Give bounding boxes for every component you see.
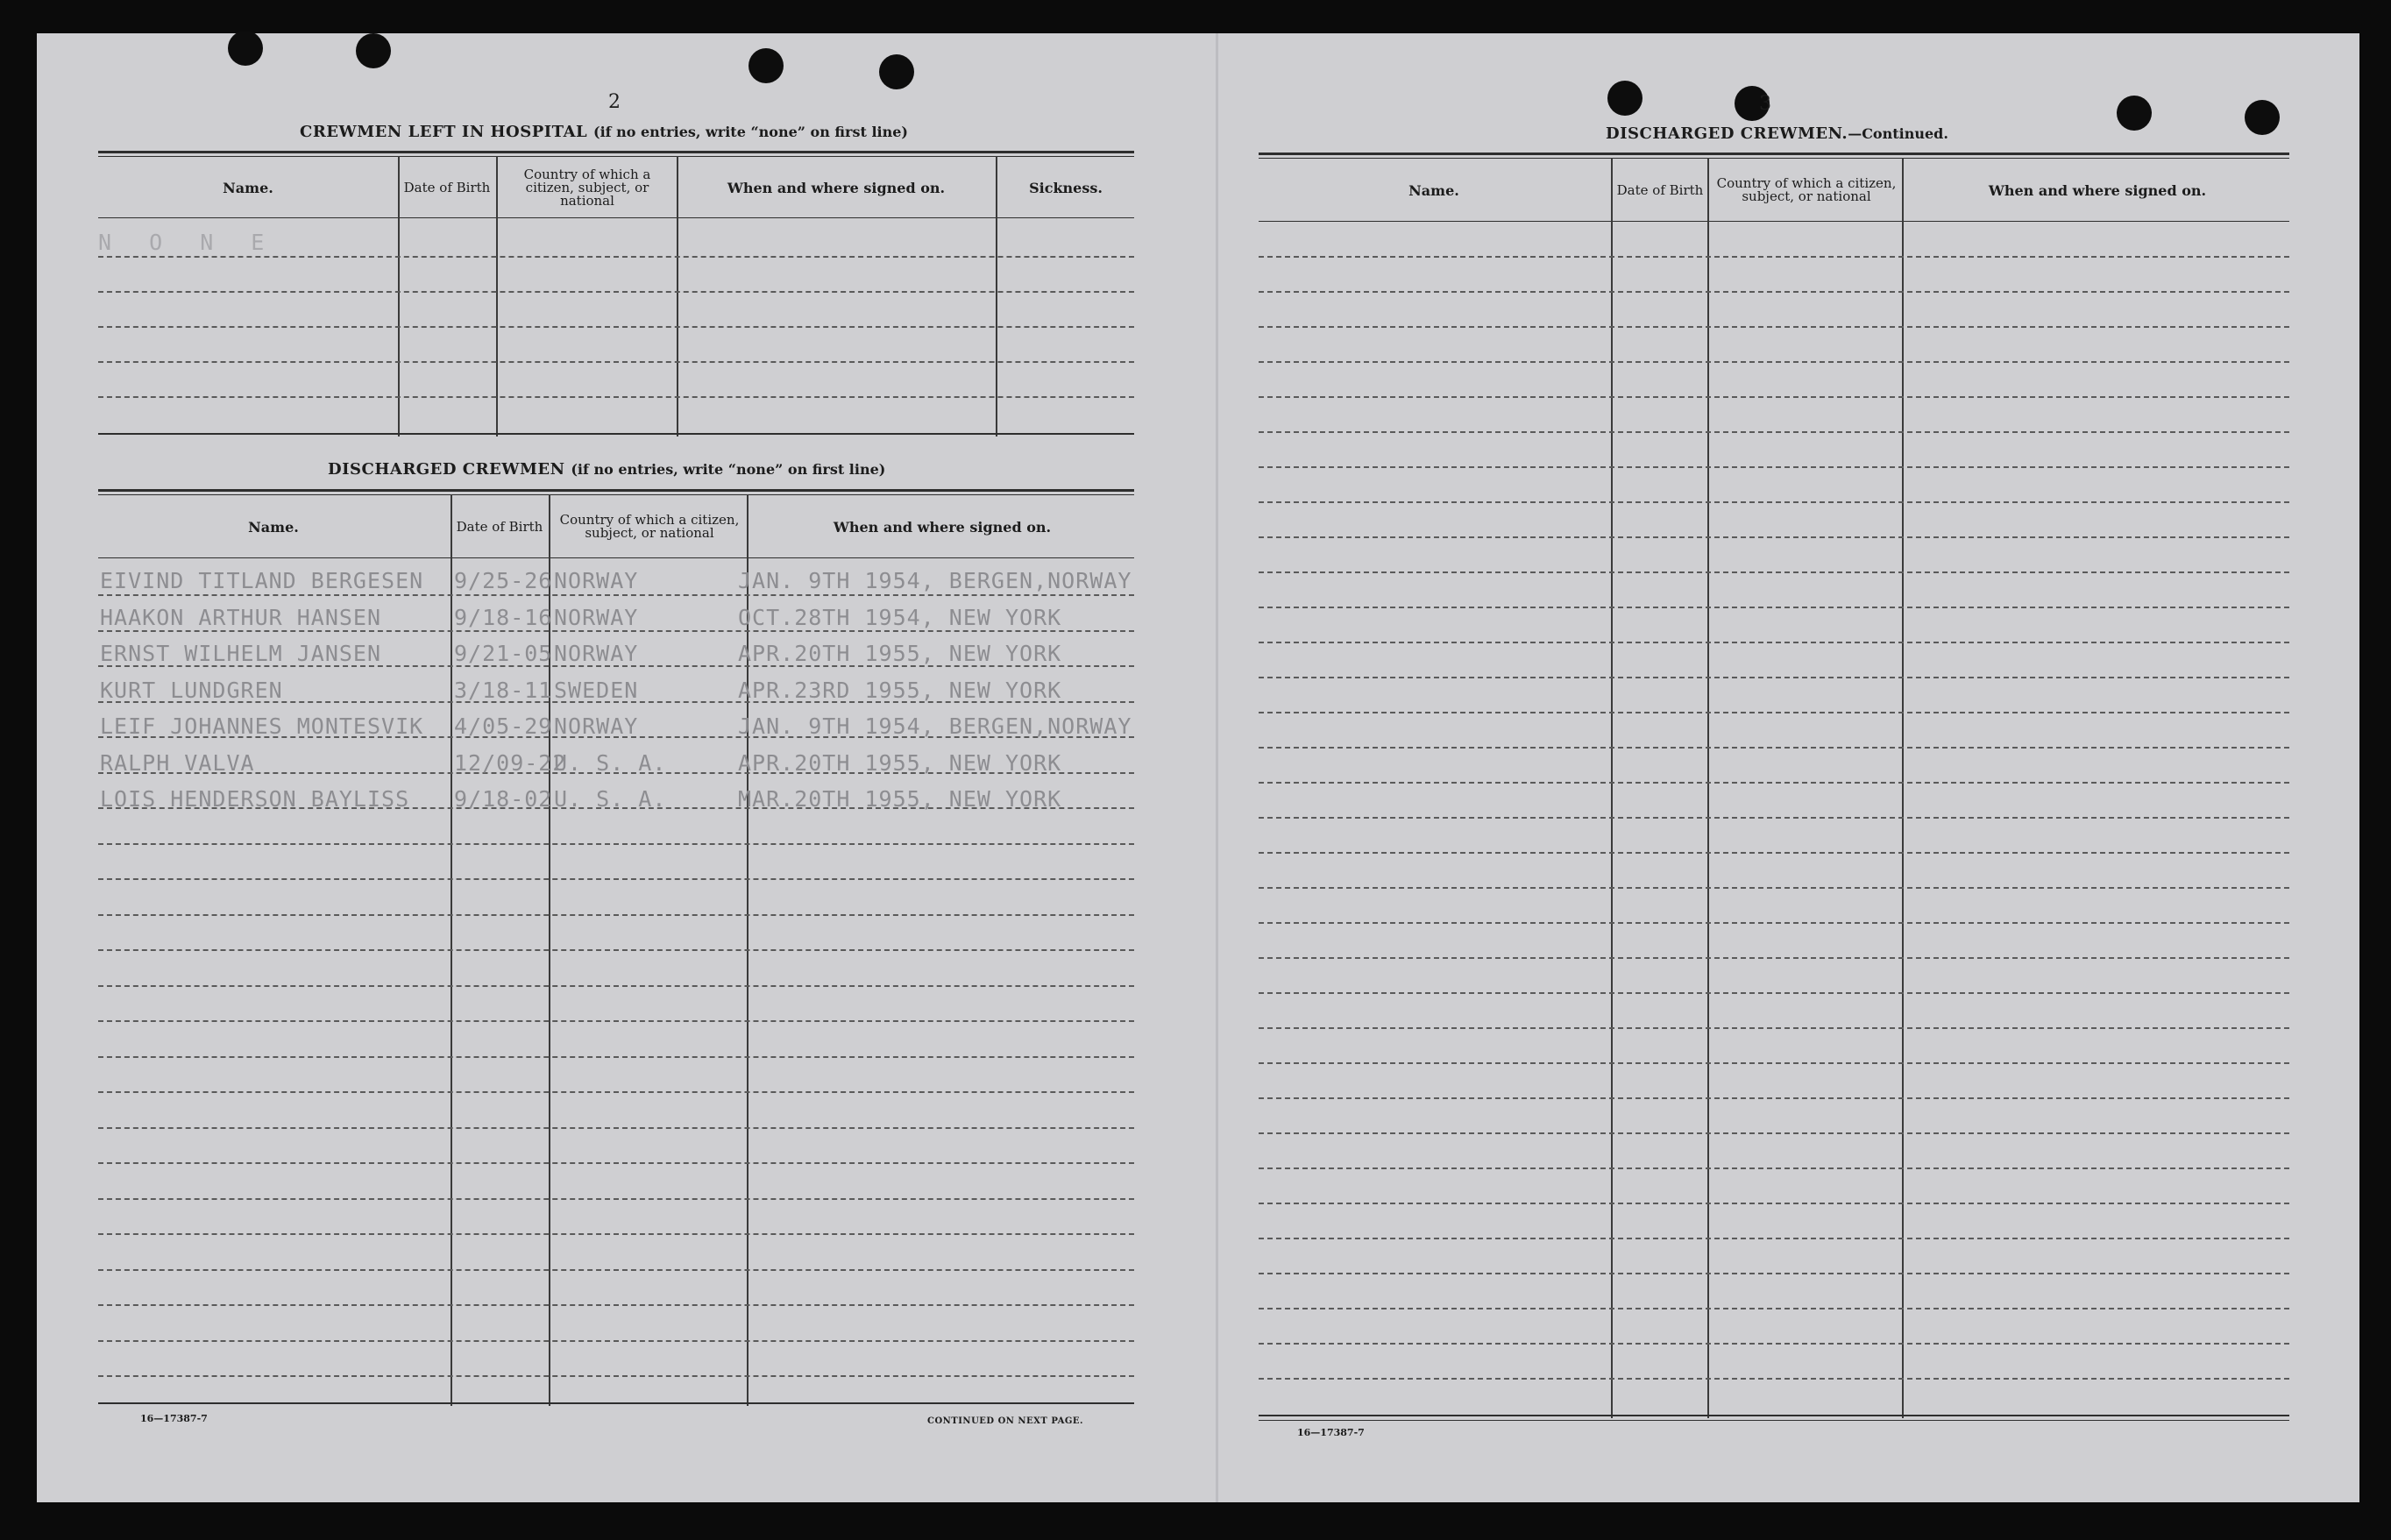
column-divider — [1902, 158, 1904, 1418]
column-header-name: Name. — [1408, 181, 1459, 199]
punch-hole — [228, 31, 263, 66]
crew-signed-on: JAN. 9TH 1954, BERGEN,NORWAY — [738, 713, 1132, 739]
entry-line — [98, 1020, 1134, 1022]
crew-signed-on: APR.20TH 1955, NEW YORK — [738, 641, 1062, 666]
crew-name: HAAKON ARTHUR HANSEN — [100, 604, 382, 630]
entry-line — [1259, 677, 2289, 678]
entry-line — [1259, 607, 2289, 608]
entry-line — [1259, 1062, 2289, 1064]
punch-hole — [879, 54, 914, 89]
rule — [98, 1402, 1134, 1404]
entry-line — [98, 256, 1134, 258]
form-code: 16—17387-7 — [1297, 1427, 1365, 1438]
crew-date-of-birth: 9/18-16 — [454, 604, 553, 630]
entry-line — [1259, 922, 2289, 924]
column-header-date-of-birth: Date of Birth — [1616, 181, 1704, 198]
column-header-name: Name. — [223, 179, 273, 196]
form-code: 16—17387-7 — [140, 1413, 208, 1424]
crew-name: EIVIND TITLAND BERGESEN — [100, 568, 424, 593]
punch-hole — [1607, 81, 1642, 116]
column-header-sickness: Sickness. — [1029, 179, 1103, 196]
rule — [1259, 221, 2289, 222]
entry-line — [1259, 1238, 2289, 1239]
hospital-section-title: CREWMEN LEFT IN HOSPITAL (if no entries, write “none” on first line) — [300, 123, 908, 141]
entry-line — [1259, 466, 2289, 468]
entry-line — [1259, 817, 2289, 819]
crew-date-of-birth: 3/18-11 — [454, 677, 553, 703]
discharged-section-title: DISCHARGED CREWMEN (if no entries, write “none” on first line) — [328, 460, 886, 479]
entry-line — [1259, 1343, 2289, 1345]
punch-hole — [2117, 96, 2152, 131]
column-header-date-of-birth: Date of Birth — [456, 518, 543, 535]
rule — [1259, 158, 2289, 159]
entry-line — [1259, 431, 2289, 433]
rule — [98, 489, 1134, 492]
entry-line — [98, 949, 1134, 951]
crew-signed-on: MAR.20TH 1955, NEW YORK — [738, 786, 1062, 812]
entry-line — [98, 914, 1134, 916]
entry-line — [98, 1233, 1134, 1235]
entry-line — [98, 396, 1134, 398]
column-header-country: Country of which a citizen, subject, or national — [523, 166, 651, 209]
column-header-signed-on: When and where signed on. — [833, 518, 1052, 536]
page-number: 3 — [1759, 93, 1771, 115]
entry-line — [98, 291, 1134, 293]
entry-line — [98, 630, 1134, 632]
column-header-country: Country of which a citizen, subject, or national — [559, 512, 740, 541]
document-sheet — [37, 33, 2359, 1502]
entry-line — [98, 326, 1134, 328]
entry-line — [1259, 396, 2289, 398]
crew-date-of-birth: 9/21-05 — [454, 641, 553, 666]
punch-hole — [2245, 100, 2280, 135]
entry-line — [1259, 1378, 2289, 1380]
rule — [98, 433, 1134, 435]
crew-country: U. S. A. — [554, 786, 667, 812]
column-divider — [398, 156, 400, 436]
column-header-signed-on: When and where signed on. — [727, 179, 946, 196]
entry-line — [1259, 501, 2289, 503]
entry-line — [1259, 536, 2289, 538]
crew-country: NORWAY — [554, 604, 639, 630]
punch-hole — [356, 33, 391, 68]
crew-country: U. S. A. — [554, 749, 667, 776]
page-number: 2 — [608, 91, 621, 113]
column-header-name: Name. — [248, 518, 299, 536]
right-section-title: DISCHARGED CREWMEN.—Continued. — [1606, 124, 1948, 143]
crew-country: NORWAY — [554, 568, 639, 593]
crew-name: LEIF JOHANNES MONTESVIK — [100, 713, 424, 739]
crew-name: KURT LUNDGREN — [100, 677, 283, 703]
hospital-entry-none: N O N E — [98, 230, 277, 255]
rule — [1259, 1420, 2289, 1421]
entry-line — [1259, 361, 2289, 363]
entry-line — [1259, 642, 2289, 643]
entry-line — [98, 1091, 1134, 1093]
entry-line — [1259, 1027, 2289, 1029]
column-divider — [677, 156, 678, 436]
crew-name: ERNST WILHELM JANSEN — [100, 641, 382, 666]
entry-line — [1259, 256, 2289, 258]
entry-line — [98, 985, 1134, 987]
crew-country: NORWAY — [554, 713, 639, 739]
crew-date-of-birth: 12/09-22 — [454, 749, 567, 776]
entry-line — [98, 594, 1134, 596]
entry-line — [98, 1304, 1134, 1306]
crew-signed-on: APR.23RD 1955, NEW YORK — [738, 677, 1062, 703]
entry-line — [98, 1340, 1134, 1342]
entry-line — [1259, 1132, 2289, 1134]
entry-line — [1259, 957, 2289, 959]
crew-date-of-birth: 4/05-29 — [454, 713, 553, 739]
entry-line — [1259, 1203, 2289, 1204]
entry-line — [1259, 852, 2289, 854]
entry-line — [1259, 1097, 2289, 1099]
rule — [98, 217, 1134, 218]
rule — [98, 156, 1134, 157]
column-header-date-of-birth: Date of Birth — [403, 179, 491, 195]
column-divider — [996, 156, 997, 436]
entry-line — [98, 1198, 1134, 1200]
entry-line — [1259, 1308, 2289, 1309]
crew-signed-on: OCT.28TH 1954, NEW YORK — [738, 604, 1062, 630]
rule — [1259, 1415, 2289, 1416]
entry-line — [1259, 747, 2289, 749]
column-divider — [496, 156, 498, 436]
crew-name: RALPH VALVA — [100, 749, 255, 776]
column-header-country: Country of which a citizen, subject, or national — [1716, 175, 1897, 204]
entry-line — [98, 1127, 1134, 1129]
center-fold — [1216, 33, 1218, 1502]
entry-line — [98, 878, 1134, 880]
crew-signed-on: APR.20TH 1955, NEW YORK — [738, 749, 1062, 776]
entry-line — [98, 843, 1134, 845]
punch-hole — [749, 48, 784, 83]
column-divider — [1707, 158, 1709, 1418]
entry-line — [1259, 326, 2289, 328]
crew-signed-on: JAN. 9TH 1954, BERGEN,NORWAY — [738, 568, 1132, 593]
rule — [98, 494, 1134, 495]
crew-country: SWEDEN — [554, 677, 639, 703]
entry-line — [1259, 992, 2289, 994]
crew-date-of-birth: 9/18-02 — [454, 786, 553, 812]
entry-line — [98, 1162, 1134, 1164]
entry-line — [1259, 1273, 2289, 1274]
entry-line — [1259, 1167, 2289, 1169]
entry-line — [98, 1056, 1134, 1058]
entry-line — [1259, 712, 2289, 713]
column-header-signed-on: When and where signed on. — [1988, 181, 2207, 199]
continued-note: CONTINUED ON NEXT PAGE. — [927, 1416, 1084, 1426]
crew-country: NORWAY — [554, 641, 639, 666]
entry-line — [98, 1375, 1134, 1377]
rule — [98, 151, 1134, 153]
rule — [98, 557, 1134, 558]
entry-line — [1259, 571, 2289, 573]
entry-line — [1259, 887, 2289, 889]
entry-line — [1259, 782, 2289, 784]
crew-name: LOIS HENDERSON BAYLISS — [100, 786, 410, 812]
entry-line — [98, 1269, 1134, 1271]
rule — [1259, 153, 2289, 155]
entry-line — [1259, 291, 2289, 293]
column-divider — [1611, 158, 1613, 1418]
entry-line — [98, 361, 1134, 363]
crew-date-of-birth: 9/25-26 — [454, 568, 553, 593]
